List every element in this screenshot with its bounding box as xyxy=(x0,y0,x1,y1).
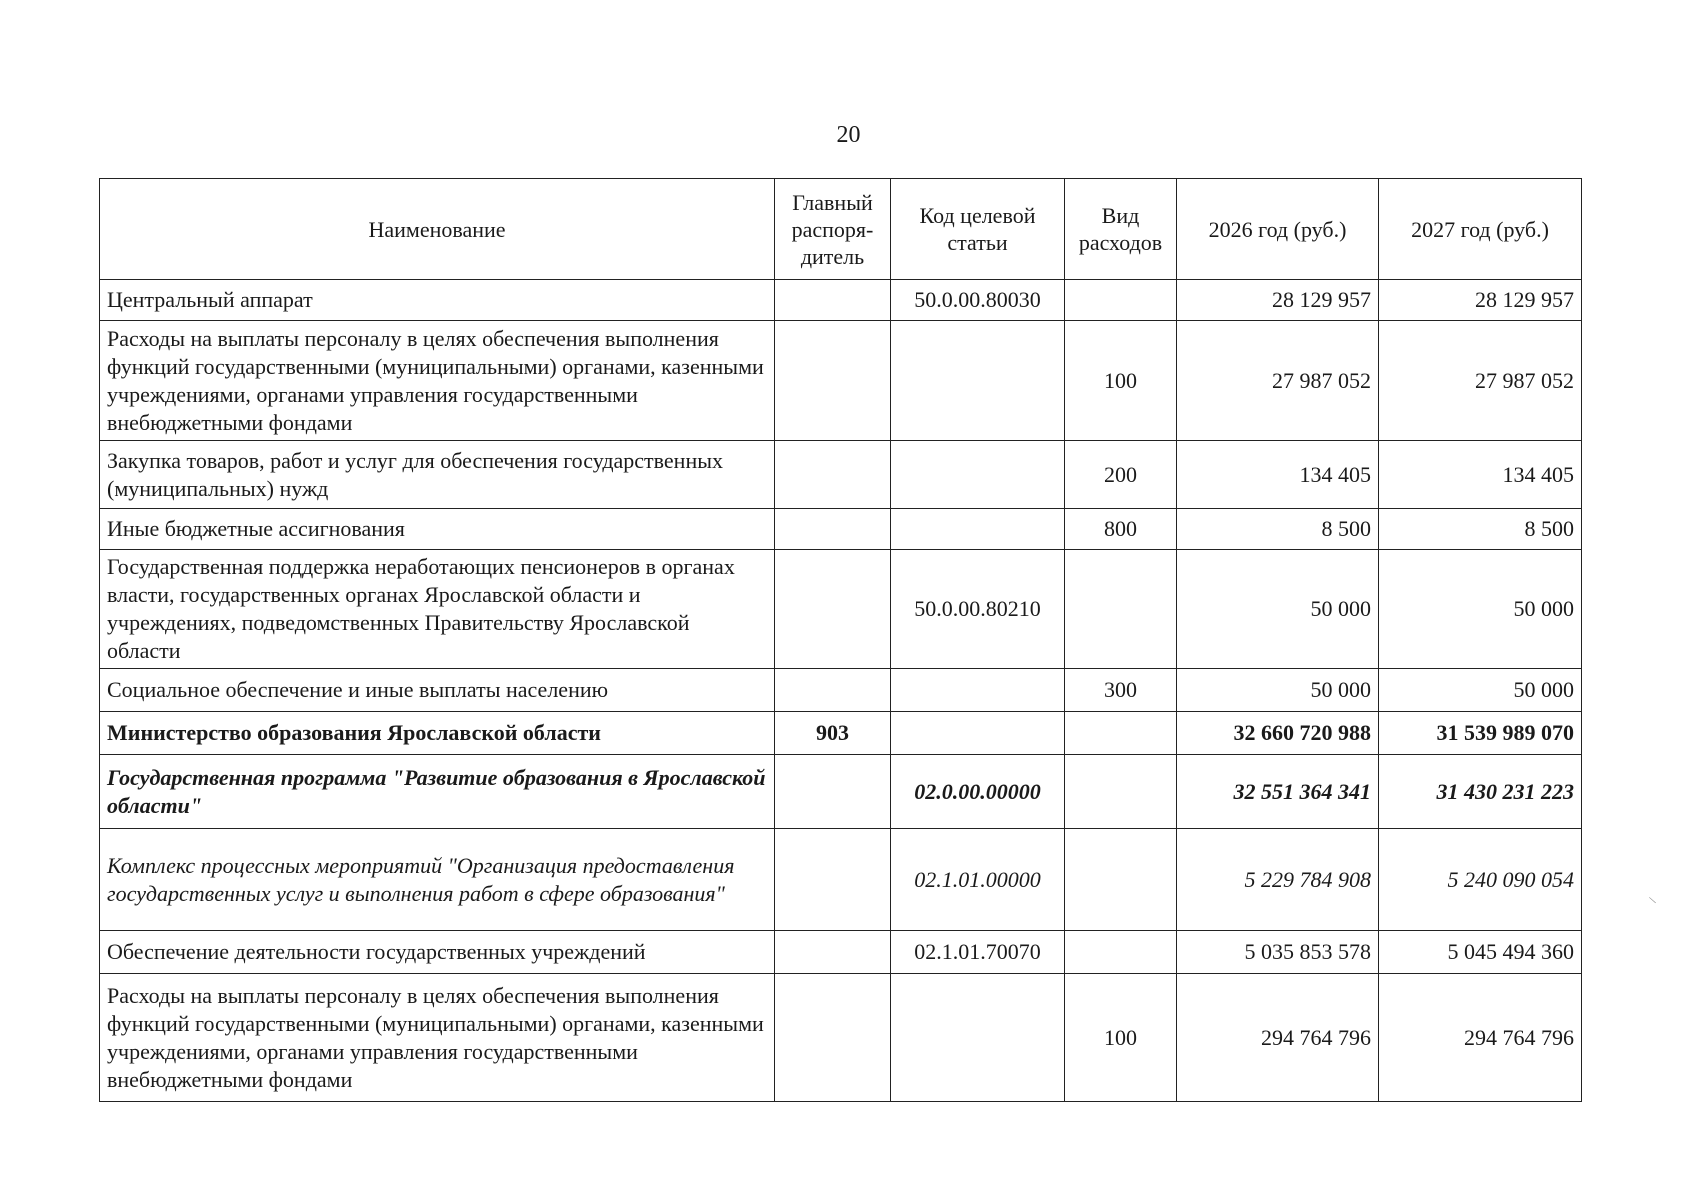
table-row xyxy=(100,321,1582,441)
row-amount-2027: 28 129 957 xyxy=(1379,280,1582,321)
row-amount-2026: 50 000 xyxy=(1177,669,1379,712)
row-name: Расходы на выплаты персоналу в целях обеспечения выполнения функций государственными (муниципальными) органами, казенными учреждениями, органами управления государственными внебюджетными фондами xyxy=(100,974,775,1102)
row-amount-2027: 31 539 989 070 xyxy=(1379,712,1582,755)
page-number: 20 xyxy=(836,122,861,148)
budget-table xyxy=(99,178,1582,1102)
row-expense-type xyxy=(1065,712,1177,755)
table-row xyxy=(100,974,1582,1102)
margin-mark: \ xyxy=(1647,893,1658,907)
row-name: Обеспечение деятельности государственных учреждений xyxy=(100,931,775,974)
header-year-2027: 2027 год (руб.) xyxy=(1379,179,1582,280)
row-amount-2026: 294 764 796 xyxy=(1177,974,1379,1102)
row-target-code xyxy=(891,441,1065,509)
row-chief-manager xyxy=(775,321,891,441)
row-chief-manager xyxy=(775,509,891,550)
header-expense-type: Вид расходов xyxy=(1065,179,1177,280)
row-amount-2026: 28 129 957 xyxy=(1177,280,1379,321)
row-chief-manager xyxy=(775,974,891,1102)
table-row xyxy=(100,931,1582,974)
row-amount-2026: 134 405 xyxy=(1177,441,1379,509)
row-expense-type: 200 xyxy=(1065,441,1177,509)
row-amount-2027: 294 764 796 xyxy=(1379,974,1582,1102)
row-amount-2027: 31 430 231 223 xyxy=(1379,755,1582,829)
header-year-2026: 2026 год (руб.) xyxy=(1177,179,1379,280)
row-target-code xyxy=(891,669,1065,712)
row-amount-2027: 5 045 494 360 xyxy=(1379,931,1582,974)
row-chief-manager xyxy=(775,669,891,712)
row-amount-2027: 50 000 xyxy=(1379,550,1582,669)
row-amount-2026: 5 035 853 578 xyxy=(1177,931,1379,974)
row-chief-manager xyxy=(775,550,891,669)
table-row-complex xyxy=(100,829,1582,931)
row-target-code: 02.0.00.00000 xyxy=(891,755,1065,829)
row-target-code xyxy=(891,321,1065,441)
row-name: Государственная программа "Развитие образования в Ярославской области" xyxy=(100,755,775,829)
table-row xyxy=(100,509,1582,550)
row-amount-2026: 8 500 xyxy=(1177,509,1379,550)
row-expense-type xyxy=(1065,550,1177,669)
table-row xyxy=(100,669,1582,712)
row-target-code: 50.0.00.80210 xyxy=(891,550,1065,669)
table-header-row xyxy=(100,179,1582,280)
row-amount-2027: 5 240 090 054 xyxy=(1379,829,1582,931)
row-name: Иные бюджетные ассигнования xyxy=(100,509,775,550)
table-row-program xyxy=(100,755,1582,829)
row-amount-2026: 32 551 364 341 xyxy=(1177,755,1379,829)
row-expense-type: 100 xyxy=(1065,974,1177,1102)
table-row xyxy=(100,550,1582,669)
row-amount-2027: 27 987 052 xyxy=(1379,321,1582,441)
row-expense-type: 300 xyxy=(1065,669,1177,712)
row-name: Государственная поддержка неработающих пенсионеров в органах власти, государственных органах Ярославской области и учреждениях, подведомственных Правительству Ярославской области xyxy=(100,550,775,669)
row-expense-type xyxy=(1065,829,1177,931)
row-chief-manager: 903 xyxy=(775,712,891,755)
row-amount-2026: 32 660 720 988 xyxy=(1177,712,1379,755)
row-chief-manager xyxy=(775,441,891,509)
row-expense-type xyxy=(1065,931,1177,974)
row-name: Комплекс процессных мероприятий "Организация предоставления государственных услуг и выполнения работ в сфере образования" xyxy=(100,829,775,931)
row-expense-type xyxy=(1065,755,1177,829)
row-chief-manager xyxy=(775,931,891,974)
header-chief-manager: Главный распоря-дитель xyxy=(775,179,891,280)
row-target-code: 02.1.01.00000 xyxy=(891,829,1065,931)
row-expense-type: 100 xyxy=(1065,321,1177,441)
row-expense-type xyxy=(1065,280,1177,321)
table-row xyxy=(100,441,1582,509)
header-name: Наименование xyxy=(100,179,775,280)
header-target-code: Код целевой статьи xyxy=(891,179,1065,280)
table-row-ministry xyxy=(100,712,1582,755)
row-name: Центральный аппарат xyxy=(100,280,775,321)
row-expense-type: 800 xyxy=(1065,509,1177,550)
row-chief-manager xyxy=(775,755,891,829)
row-amount-2027: 8 500 xyxy=(1379,509,1582,550)
row-name: Социальное обеспечение и иные выплаты населению xyxy=(100,669,775,712)
row-amount-2026: 50 000 xyxy=(1177,550,1379,669)
row-amount-2027: 50 000 xyxy=(1379,669,1582,712)
row-amount-2026: 27 987 052 xyxy=(1177,321,1379,441)
row-amount-2026: 5 229 784 908 xyxy=(1177,829,1379,931)
row-target-code: 50.0.00.80030 xyxy=(891,280,1065,321)
row-name: Закупка товаров, работ и услуг для обеспечения государственных (муниципальных) нужд xyxy=(100,441,775,509)
row-chief-manager xyxy=(775,280,891,321)
row-name: Расходы на выплаты персоналу в целях обеспечения выполнения функций государственными (муниципальными) органами, казенными учреждениями, органами управления государственными внебюджетными фондами xyxy=(100,321,775,441)
row-target-code: 02.1.01.70070 xyxy=(891,931,1065,974)
row-target-code xyxy=(891,509,1065,550)
table-row xyxy=(100,280,1582,321)
row-target-code xyxy=(891,712,1065,755)
row-target-code xyxy=(891,974,1065,1102)
row-amount-2027: 134 405 xyxy=(1379,441,1582,509)
row-name: Министерство образования Ярославской области xyxy=(100,712,775,755)
row-chief-manager xyxy=(775,829,891,931)
